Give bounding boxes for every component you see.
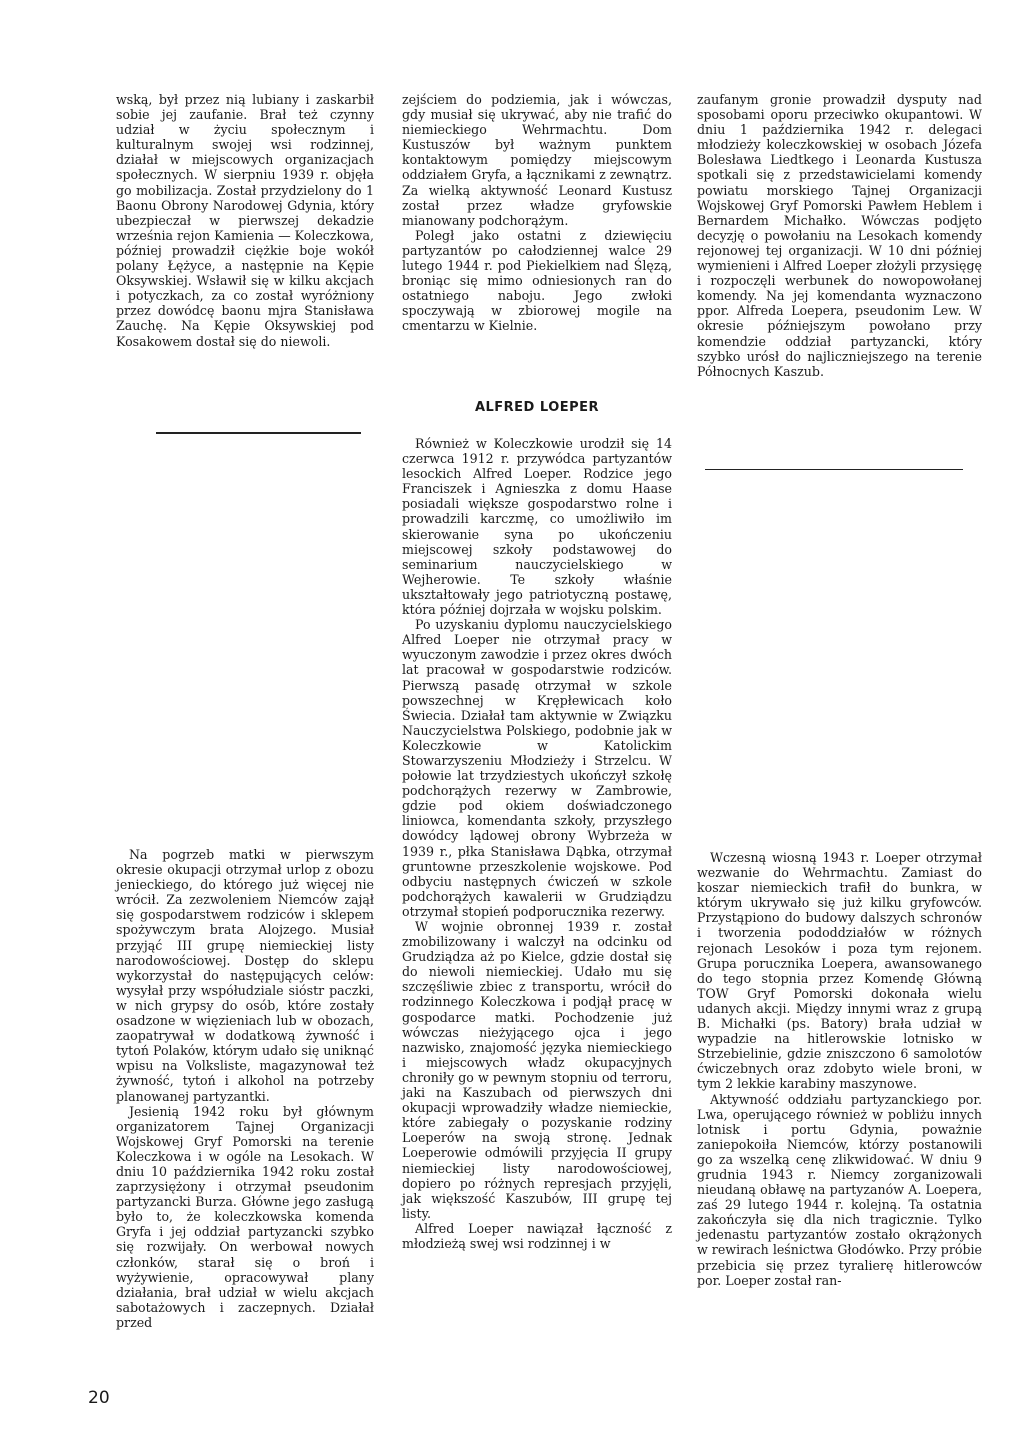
paragraph: Aktywność oddziału partyzanckiego por. Lwa, operującego również w pobliżu innych lotnisk i portu Gdynia, poważnie zaniepokoiła Niemców, którzy postanowili go za wszelką cenę zlikwidować. W dniu 9 grudnia 1943 r. Niemcy zorganizowali nieudaną obławę na partyzanów A. Loepera, zaś 29 lutego 1944 r. kolejną. Ta ostatnia zakończyła się dla nich tragicznie. Tylko jedenastu partyzantów zostało okrążonych w rewirach leśnictwa Głodówko. Przy próbie przebicia się przez tyralierę hitlerowców por. Loeper został ran- [697,1091,982,1288]
column-2-top [402,92,672,334]
column-1-top [116,92,374,349]
paragraph: Po uzyskaniu dyplomu nauczycielskiego Alfred Loeper nie otrzymał pracy w wyuczonym zawodzie i przez okres dwóch lat pracował w gospodarstwie rodziców. Pierwszą pasadę otrzymał w szkole powszechnej w Krępłewicach koło Świecia. Działał tam aktywnie w Związku Nauczycielstwa Polskiego, podobnie jak w Koleczkowie w Katolickim Stowarzyszeniu Młodzieży i Strzelcu. W połowie lat trzydziestych ukończył szkołę podchorążych rezerwy w Zambrowie, gdzie pod okiem doświadczonego liniowca, komendanta szkoły, przyszłego dowódcy lądowej obrony Wybrzeża w 1939 r., płka Stanisława Dąbka, otrzymał gruntowne przeszkolenie wojskowe. Pod odbyciu następnych ćwiczeń w szkole podchorążych kawalerii w Grudziądzu otrzymał stopień podporucznika rezerwy. [402,617,672,919]
paragraph: zaufanym gronie prowadził dysputy nad sposobami oporu przeciwko okupantowi. W dniu 1 października 1942 r. delegaci młodzieży koleczkowskiej w osobach Józefa Bolesława Liedtkego i Leonarda Kustusza spotkali się z przedstawicielami komendy powiatu morskiego Tajnej Organizacji Wojskowej Gryf Pomorski Pawłem Heblem i Bernardem Michałko. Wówczas podjęto decyzję o powołaniu na Lesokach komendy rejonowej tej organizacji. W 10 dni później wymienieni i Alfred Loeper złożyli przysięgę i rozpoczęli werbunek do nowopowołanej komendy. Na jej komendanta wyznaczono ppor. Alfreda Loepera, pseudonim Lew. W okresie późniejszym powołano przy komendzie oddział partyzancki, który szybko urósł do najliczniejszego na terenie Północnych Kaszub. [697,92,982,379]
column-1-bottom [116,847,374,1330]
section-heading: ALFRED LOEPER [474,400,600,415]
paragraph: Wczesną wiosną 1943 r. Loeper otrzymał wezwanie do Wehrmachtu. Zamiast do koszar niemieckich trafił do bunkra, w którym ukrywało się już kilku gryfowców. Przystąpiono do budowy dalszych schronów i tworzenia pododdziałów w różnych rejonach Lesoków i poza tym rejonem. Grupa porucznika Loepera, awansowanego do tego stopnia przez Komendę Główną TOW Gryf Pomorski dokonała wielu udanych akcji. Między innymi wraz z grupą B. Michałki (ps. Batory) brała udział w wypadzie na hitlerowskie lotnisko w Strzebielinie, gdzie zniszczono 6 samolotów ćwiczebnych oraz zdobyto wiele broni, w tym 2 lekkie karabiny maszynowe. [697,850,982,1092]
page-number: 20 [88,1388,110,1408]
column-2-bottom [402,436,672,1251]
paragraph: wską, był przez nią lubiany i zaskarbił sobie jej zaufanie. Brał też czynny udział w życiu społecznym i kulturalnym swojej wsi rodzinnej, działał w miejscowych organizacjach społecznych. W sierpniu 1939 r. objęła go mobilizacja. Został przydzielony do 1 Baonu Obrony Narodowej Gdynia, który ubezpieczał w pierwszej dekadzie września rejon Kamienia — Koleczkowa, później prowadził ciężkie boje wokół polany Łężyce, a następnie na Kępie Oksywskiej. Wsławił się w kilku akcjach i potyczkach, za co został wyróżniony przez dowódcę baonu mjra Stanisława Zauchę. Na Kępie Oksywskiej pod Kosakowem dostał się do niewoli. [116,92,374,349]
column-3-bottom [697,850,982,1288]
paragraph: W wojnie obronnej 1939 r. został zmobilizowany i walczył na odcinku od Grudziądza aż po Kielce, gdzie dostał się do niewoli niemieckiej. Udało mu się szczęśliwie zbiec z transportu, wrócił do rodzinnego Koleczkowa i podjął pracę w gospodarce matki. Pochodzenie już wówczas nieżyjącego ojca i jego nazwisko, znajomość języka niemieckiego i miejscowych władz okupacyjnych chroniły go w pewnym stopniu od terroru, jaki na Kaszubach od pierwszych dni okupacji wprowadziły władze niemieckie, które zabiegały o pozyskanie rodziny Loeperów na swoją stronę. Jednak Loeperowie odmówili przyjęcia II grupy niemieckiej listy narodowościowej, dopiero po różnych represjach przyjęli, jak większość Kaszubów, III grupę tej listy. [402,919,672,1221]
paragraph: Na pogrzeb matki w pierwszym okresie okupacji otrzymał urlop z obozu jenieckiego, do którego już więcej nie wrócił. Za zezwoleniem Niemców zajął się gospodarstwem rodziców i sklepem spożywczym brata Alojzego. Musiał przyjąć III grupę niemieckiej listy narodowościowej. Dostęp do sklepu wykorzystał do następujących celów: wysyłał przy współudziale sióstr paczki, w nich grypsy do osób, które zostały osadzone w więzieniach lub w obozach, zaopatrywał w dodatkową żywność i tytoń Polaków, którym udało się uniknąć wpisu na Volksliste, magazynował też żywność, tytoń i alkohol na potrzeby planowanej partyzantki. [116,847,374,1104]
paragraph: zejściem do podziemia, jak i wówczas, gdy musiał się ukrywać, aby nie trafić do niemieckiego Wehrmachtu. Dom Kustuszów był ważnym punktem kontaktowym pomiędzy miejscowym oddziałem Gryfa, a łącznikami z zewnątrz. Za wielką aktywność Leonard Kustusz został przez władze gryfowskie mianowany podchorążym. [402,92,672,228]
section-divider [156,432,361,434]
paragraph: Poległ jako ostatni z dziewięciu partyzantów po całodziennej walce 29 lutego 1944 r. pod Piekielkiem nad Ślęzą, broniąc się mimo odniesionych ran do ostatniego naboju. Jego zwłoki spoczywają w zbiorowej mogile na cmentarzu w Kielnie. [402,227,672,334]
section-divider [705,469,963,470]
paragraph: Również w Koleczkowie urodził się 14 czerwca 1912 r. przywódca partyzantów lesockich Alfred Loeper. Rodzice jego Franciszek i Agnieszka z domu Haase posiadali większe gospodarstwo rolne i prowadzili karczmę, co umożliwiło im skierowanie syna po ukończeniu miejscowej szkoły podstawowej do seminarium nauczycielskiego w Wejherowie. Te szkoły właśnie ukształtowały jego patriotyczną postawę, która później dojrzała w wojsku polskim. [402,436,672,618]
paragraph: Jesienią 1942 roku był głównym organizatorem Tajnej Organizacji Wojskowej Gryf Pomorski na terenie Koleczkowa i w ogóle na Lesokach. W dniu 10 października 1942 roku został zaprzysiężony i otrzymał pseudonim partyzancki Burza. Główne jego zasługą było to, że koleczkowska komenda Gryfa i jej oddział partyzancki szybko się rozwijały. On werbował nowych członków, starał się o broń i wyżywienie, opracowywał plany działania, brał udział w wielu akcjach sabotażowych i zaczepnych. Działał przed [116,1103,374,1330]
column-3-top [697,92,982,379]
paragraph: Alfred Loeper nawiązał łączność z młodzieżą swej wsi rodzinnej i w [402,1220,672,1251]
